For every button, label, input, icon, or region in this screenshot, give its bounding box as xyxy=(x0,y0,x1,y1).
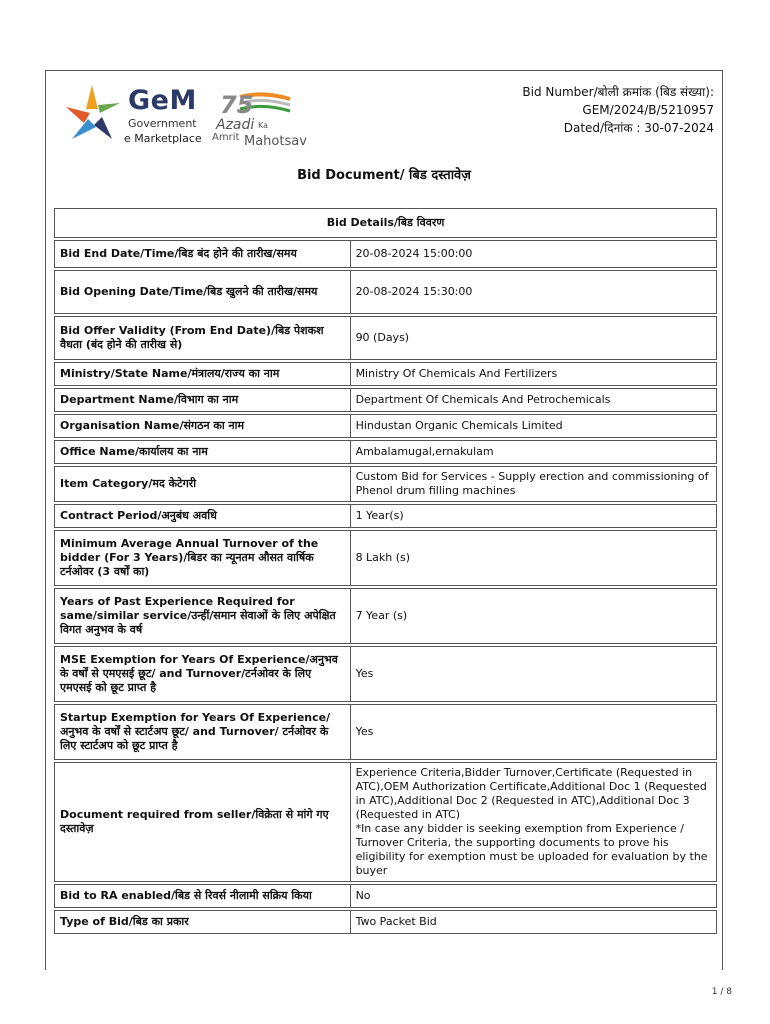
document-header xyxy=(46,71,722,171)
row-label: Organisation Name/संगठन का नाम xyxy=(54,414,350,438)
table-row xyxy=(54,762,717,882)
table-row xyxy=(54,910,717,934)
row-value: Ministry Of Chemicals And Fertilizers xyxy=(350,362,717,386)
row-label: Bid to RA enabled/बिड से रिवर्स नीलामी सक्रिय किया xyxy=(54,884,350,908)
table-row xyxy=(54,388,717,412)
row-value: Yes xyxy=(350,646,717,702)
table-row xyxy=(54,440,717,464)
table-row xyxy=(54,588,717,644)
gem-logo-line2: e Marketplace xyxy=(124,132,202,145)
bid-info-block xyxy=(522,83,714,137)
row-value: Experience Criteria,Bidder Turnover,Certificate (Requested in ATC),OEM Authorization Certificate,Additional Doc 1 (Requested in ATC),Additional Doc 2 (Requested in ATC),Additional Doc 3 (Requested in ATC) *In case any bidder is seeking exemption from Experience / Turnover Criteria, the supporting documents to prove his eligibility for exemption must be uploaded for evaluation by the buyer xyxy=(350,762,717,882)
row-label: Department Name/विभाग का नाम xyxy=(54,388,350,412)
azadi-text: Azadi xyxy=(216,117,255,133)
table-row xyxy=(54,884,717,908)
mahotsav-text: Mahotsav xyxy=(244,134,307,149)
row-value: Custom Bid for Services - Supply erection and commissioning of Phenol drum filling machines xyxy=(350,466,717,502)
row-label: Ministry/State Name/मंत्रालय/राज्य का नाम xyxy=(54,362,350,386)
table-row xyxy=(54,362,717,386)
row-label: Bid Offer Validity (From End Date)/बिड पेशकश वैधता (बंद होने की तारीख से) xyxy=(54,316,350,360)
row-label: Contract Period/अनुबंध अवधि xyxy=(54,504,350,528)
row-value: 20-08-2024 15:30:00 xyxy=(350,270,717,314)
table-row xyxy=(54,240,717,268)
bid-number-label: Bid Number/बोली क्रमांक (बिड संख्या): xyxy=(522,85,714,99)
azadi-ka-text: Ka xyxy=(258,121,269,130)
row-value: 1 Year(s) xyxy=(350,504,717,528)
row-value: Ambalamugal,ernakulam xyxy=(350,440,717,464)
table-row xyxy=(54,316,717,360)
gem-logo-line1: Government xyxy=(128,117,197,130)
table-row xyxy=(54,414,717,438)
row-label: Type of Bid/बिड का प्रकार xyxy=(54,910,350,934)
row-value: Department Of Chemicals And Petrochemicals xyxy=(350,388,717,412)
azadi-number: 75 xyxy=(220,91,254,119)
amrit-text: Amrit xyxy=(212,132,240,143)
bid-details-heading: Bid Details/बिड विवरण xyxy=(54,208,717,238)
row-value: 7 Year (s) xyxy=(350,588,717,644)
row-label: MSE Exemption for Years Of Experience/अनुभव के वर्षों से एमएसई छूट/ and Turnover/टर्नओवर के लिए एमएसई को छूट प्राप्त है xyxy=(54,646,350,702)
row-label: Years of Past Experience Required for same/similar service/उन्हीं/समान सेवाओं के लिए अपेक्षित विगत अनुभव के वर्ष xyxy=(54,588,350,644)
row-label: Bid Opening Date/Time/बिड खुलने की तारीख/समय xyxy=(54,270,350,314)
table-row xyxy=(54,646,717,702)
row-value: Yes xyxy=(350,704,717,760)
table-row xyxy=(54,466,717,502)
row-label: Document required from seller/विक्रेता से मांगे गए दस्तावेज़ xyxy=(54,762,350,882)
document-title: Bid Document/ बिड दस्तावेज़ xyxy=(297,168,471,183)
gem-logo-name: GeM xyxy=(128,85,197,116)
bid-date-value: 30-07-2024 xyxy=(644,121,714,135)
row-label: Startup Exemption for Years Of Experience/अनुभव के वर्षों से स्टार्टअप छूट/ and Turnover/ टर्नओवर के लिए स्टार्टअप को छूट प्राप्त है xyxy=(54,704,350,760)
row-label: Office Name/कार्यालय का नाम xyxy=(54,440,350,464)
gem-logo xyxy=(64,83,214,148)
row-value: 8 Lakh (s) xyxy=(350,530,717,586)
table-row xyxy=(54,704,717,760)
row-value: 20-08-2024 15:00:00 xyxy=(350,240,717,268)
table-row xyxy=(54,504,717,528)
row-value: No xyxy=(350,884,717,908)
table-row xyxy=(54,270,717,314)
gem-star-icon xyxy=(64,83,124,145)
azadi-ka-amrit-mahotsav-logo xyxy=(208,91,318,151)
row-label: Item Category/मद केटेगरी xyxy=(54,466,350,502)
bid-number-value: GEM/2024/B/5210957 xyxy=(582,103,714,117)
bid-date-row xyxy=(522,119,714,137)
row-label: Bid End Date/Time/बिड बंद होने की तारीख/समय xyxy=(54,240,350,268)
row-value: 90 (Days) xyxy=(350,316,717,360)
row-value: Hindustan Organic Chemicals Limited xyxy=(350,414,717,438)
bid-date-label: Dated/दिनांक : xyxy=(563,121,641,135)
row-value: Two Packet Bid xyxy=(350,910,717,934)
row-label: Minimum Average Annual Turnover of the bidder (For 3 Years)/बिडर का न्यूनतम औसत वार्षिक टर्नओवर (3 वर्षों का) xyxy=(54,530,350,586)
table-row xyxy=(54,530,717,586)
section-header-row xyxy=(54,208,717,238)
document-page xyxy=(45,70,723,970)
page-number: 1 / 8 xyxy=(711,987,732,997)
bid-details-table xyxy=(54,206,717,936)
